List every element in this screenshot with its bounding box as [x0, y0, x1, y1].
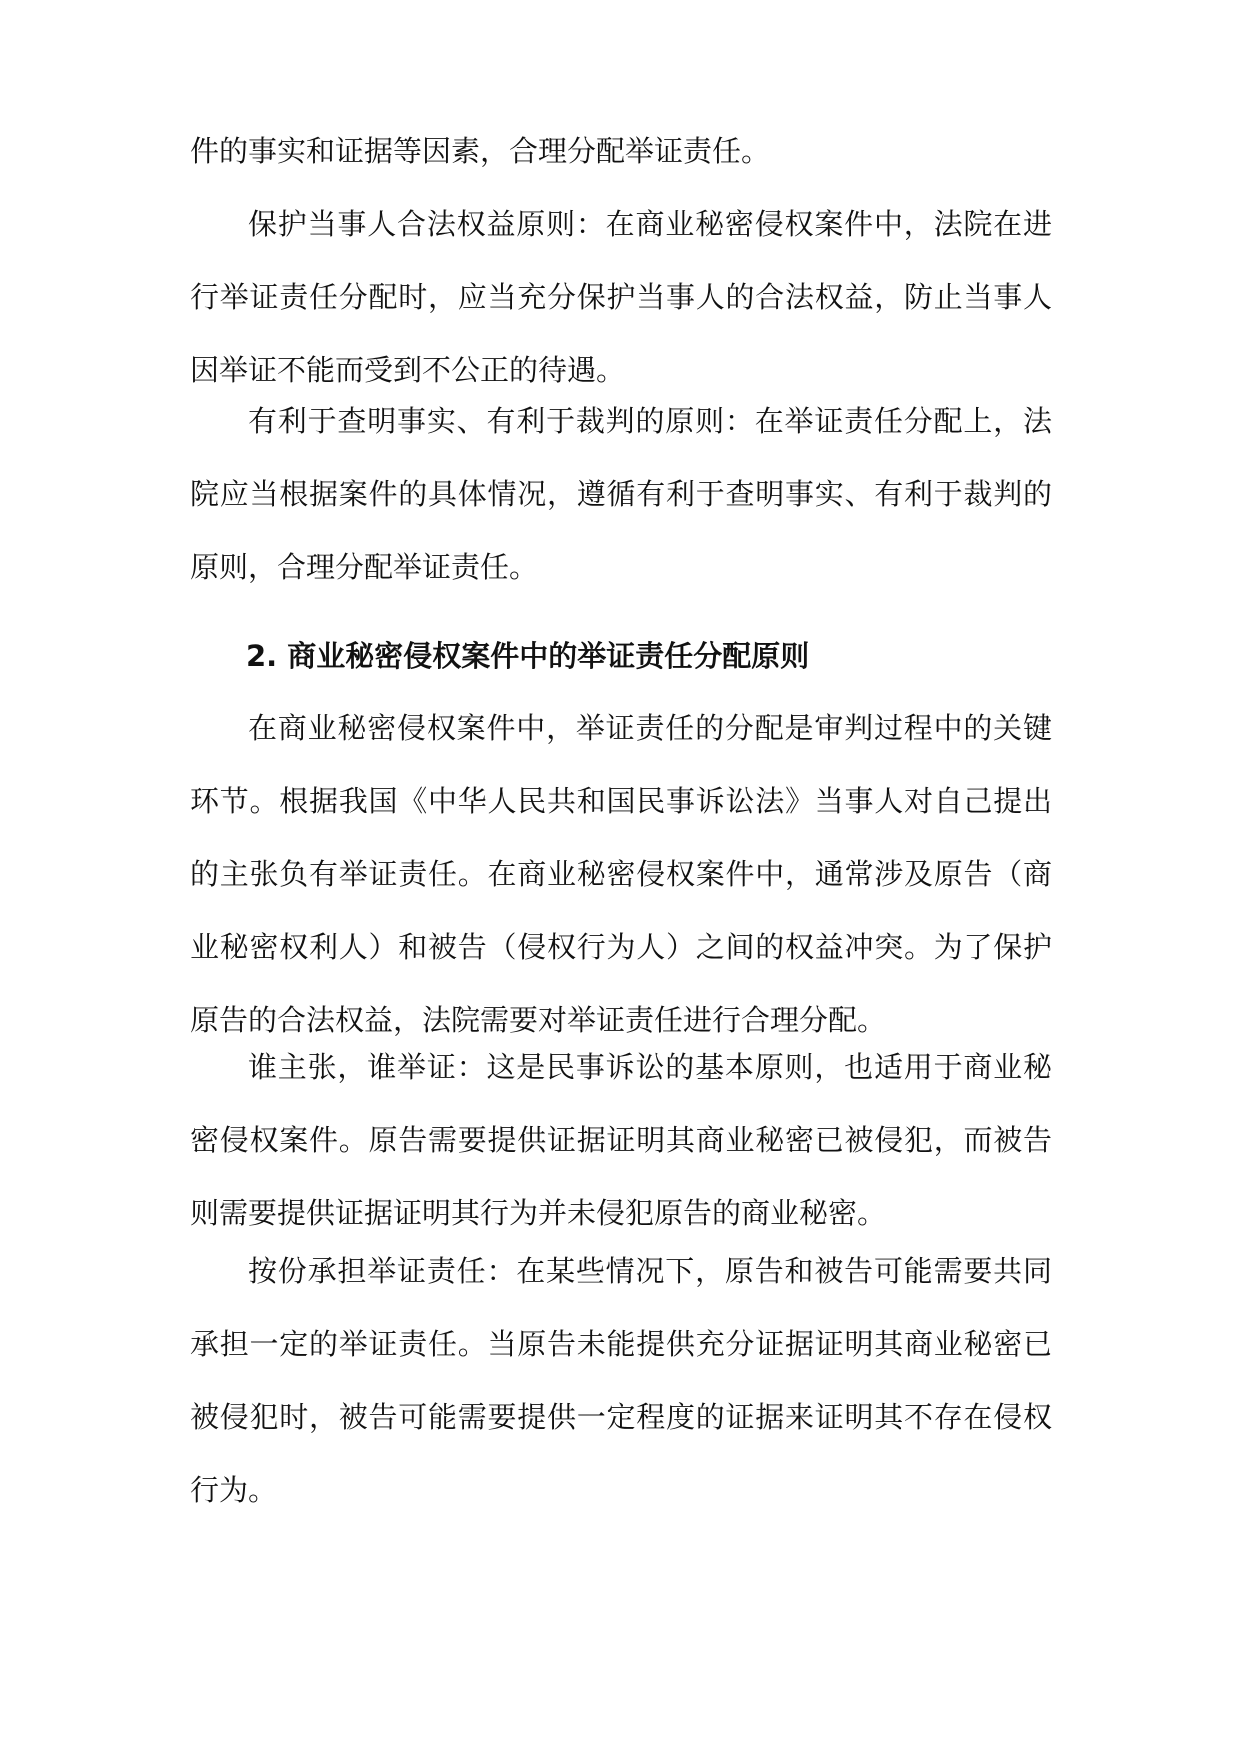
paragraph-who-claims-proves: 谁主张，谁举证：这是民事诉讼的基本原则，也适用于商业秘密侵权案件。原告需要提供证据证明其商业秘密已被侵犯，而被告则需要提供证据证明其行为并未侵犯原告的商业秘密。 [190, 1050, 1052, 1230]
paragraph-continuation: 件的事实和证据等因素，合理分配举证责任。 [190, 134, 771, 168]
paragraph-shared-burden: 按份承担举证责任：在某些情况下，原告和被告可能需要共同承担一定的举证责任。当原告未能提供充分证据证明其商业秘密已被侵犯时，被告可能需要提供一定程度的证据来证明其不存在侵权行为。 [190, 1254, 1052, 1507]
section-heading: 2. 商业秘密侵权案件中的举证责任分配原则 [246, 639, 810, 673]
paragraph-fact-finding-principle: 有利于查明事实、有利于裁判的原则：在举证责任分配上，法院应当根据案件的具体情况，遵循有利于查明事实、有利于裁判的原则，合理分配举证责任。 [190, 404, 1052, 584]
paragraph-burden-allocation: 在商业秘密侵权案件中，举证责任的分配是审判过程中的关键环节。根据我国《中华人民共和国民事诉讼法》当事人对自己提出的主张负有举证责任。在商业秘密侵权案件中，通常涉及原告（商业秘密权利人）和被告（侵权行为人）之间的权益冲突。为了保护原告的合法权益，法院需要对举证责任进行合理分配。 [190, 711, 1052, 1037]
paragraph-protect-rights-principle: 保护当事人合法权益原则：在商业秘密侵权案件中，法院在进行举证责任分配时，应当充分保护当事人的合法权益，防止当事人因举证不能而受到不公正的待遇。 [190, 207, 1052, 387]
